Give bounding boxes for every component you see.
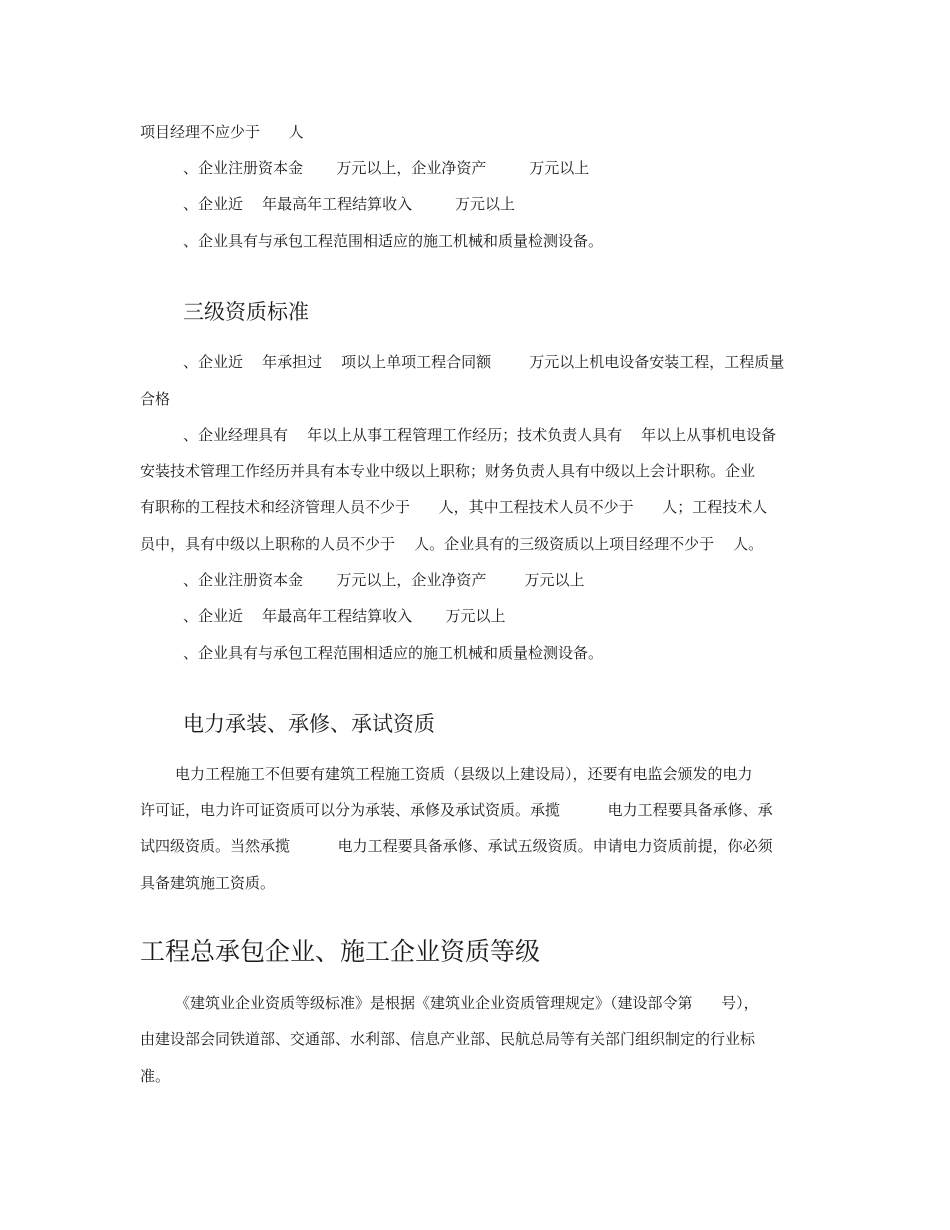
text-line: 安装技术管理工作经历并具有本专业中级以上职称；财务负责人具有中级以上会计职称。企业 bbox=[140, 462, 756, 480]
text-line: 员中，具有中级以上职称的人员不少于 人。企业具有的三级资质以上项目经理不少于 人。 bbox=[140, 535, 764, 553]
text-line: 项目经理不应少于 人 bbox=[140, 123, 304, 141]
section-heading: 电力承装、承修、承试资质 bbox=[183, 712, 435, 736]
text-line: 许可证，电力许可证资质可以分为承装、承修及承试资质。承揽 电力工程要具备承修、承 bbox=[140, 801, 773, 819]
list-item: 、企业注册资本金 万元以上，企业净资产 万元以上 bbox=[183, 571, 585, 589]
text-line: 具备建筑施工资质。 bbox=[140, 874, 276, 892]
text-line: 有职称的工程技术和经济管理人员不少于 人，其中工程技术人员不少于 人；工程技术人 bbox=[140, 498, 768, 516]
list-item: 、企业注册资本金 万元以上，企业净资产 万元以上 bbox=[183, 159, 590, 177]
section-heading: 三级资质标准 bbox=[183, 300, 309, 324]
main-heading: 工程总承包企业、施工企业资质等级 bbox=[140, 937, 541, 966]
text-line: 由建设部会同铁道部、交通部、水利部、信息产业部、民航总局等有关部门组织制定的行业标 bbox=[140, 1030, 756, 1048]
list-item: 、企业近 年承担过 项以上单项工程合同额 万元以上机电设备安装工程，工程质量 bbox=[183, 353, 785, 371]
list-item: 、企业近 年最高年工程结算收入 万元以上 bbox=[183, 195, 515, 213]
list-item: 、企业经理具有 年以上从事工程管理工作经历；技术负责人具有 年以上从事机电设备 bbox=[183, 426, 777, 444]
text-line: 《建筑业企业资质等级标准》是根据《建筑业企业资质管理规定》（建设部令第 号）， bbox=[175, 994, 759, 1012]
text-line: 电力工程施工不但要有建筑工程施工资质（县级以上建设局），还要有电监会颁发的电力 bbox=[175, 765, 753, 783]
text-line: 准。 bbox=[140, 1067, 171, 1085]
list-item: 、企业具有与承包工程范围相适应的施工机械和质量检测设备。 bbox=[183, 644, 604, 662]
text-line: 试四级资质。当然承揽 电力工程要具备承修、承试五级资质。申请电力资质前提，你必须 bbox=[140, 837, 773, 855]
list-item: 、企业近 年最高年工程结算收入 万元以上 bbox=[183, 607, 506, 625]
text-line: 合格 bbox=[140, 390, 171, 408]
list-item: 、企业具有与承包工程范围相适应的施工机械和质量检测设备。 bbox=[183, 232, 604, 250]
